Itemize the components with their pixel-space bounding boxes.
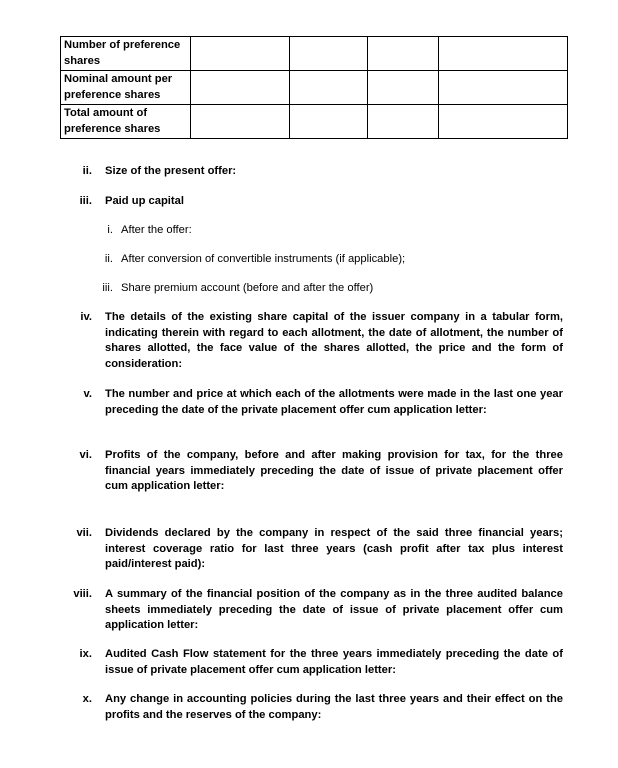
item-text: The number and price at which each of the allotments were made in the last one year preceding the date of the private placement offer cum application letter: bbox=[105, 388, 563, 416]
sub-item-text: Share premium account (before and after the offer) bbox=[121, 282, 374, 294]
table-row-label: Number of preference shares bbox=[61, 37, 191, 71]
item-text: Profits of the company, before and after making provision for tax, for the three financial years immediately preceding the date of issue of private placement offer cum application letter: bbox=[105, 449, 563, 493]
item-number: iii. bbox=[79, 195, 92, 207]
item-text: Audited Cash Flow statement for the three years immediately preceding the date of issue of private placement offer cum application letter: bbox=[105, 648, 563, 676]
table-cell bbox=[368, 105, 439, 139]
sub-item-number: i. bbox=[107, 224, 113, 236]
table-cell bbox=[439, 105, 568, 139]
table-cell bbox=[191, 71, 290, 105]
item-text: Dividends declared by the company in respect of the said three financial years; interest coverage ratio for last three years (cash profit after tax plus interest paid/interest paid): bbox=[105, 527, 563, 571]
table-cell bbox=[290, 71, 368, 105]
table-row bbox=[61, 105, 568, 139]
table-cell bbox=[368, 71, 439, 105]
item-text: Any change in accounting policies during the last three years and their effect on the profits and the reserves of the company: bbox=[105, 693, 563, 721]
table-row-label: Total amount of preference shares bbox=[61, 105, 191, 139]
item-text: Paid up capital bbox=[105, 195, 184, 207]
preference-shares-table bbox=[60, 36, 568, 139]
item-number: v. bbox=[83, 388, 92, 400]
sub-item-number: iii. bbox=[102, 282, 113, 294]
item-number: ii. bbox=[82, 165, 92, 177]
item-text: The details of the existing share capital of the issuer company in a tabular form, indicating therein with regard to each allotment, the date of allotment, the number of shares allotted, the face value of the shares allotted, the price and the form of consideration: bbox=[105, 311, 563, 370]
table-cell bbox=[439, 71, 568, 105]
table-cell bbox=[191, 105, 290, 139]
table-row-label: Nominal amount per preference shares bbox=[61, 71, 191, 105]
item-number: viii. bbox=[73, 588, 92, 600]
sub-item-number: ii. bbox=[104, 253, 113, 265]
sub-item-text: After the offer: bbox=[121, 224, 192, 236]
item-number: x. bbox=[82, 693, 92, 705]
item-text: A summary of the financial position of the company as in the three audited balance sheets immediately preceding the date of issue of private placement offer cum application letter: bbox=[105, 588, 563, 632]
table-cell bbox=[290, 37, 368, 71]
item-number: ix. bbox=[79, 648, 92, 660]
table-row bbox=[61, 71, 568, 105]
sub-item-text: After conversion of convertible instruments (if applicable); bbox=[121, 253, 406, 265]
item-number: vii. bbox=[76, 527, 92, 539]
item-text: Size of the present offer: bbox=[105, 165, 237, 177]
item-number: vi. bbox=[79, 449, 92, 461]
table-cell bbox=[290, 105, 368, 139]
table-cell bbox=[439, 37, 568, 71]
table-cell bbox=[368, 37, 439, 71]
table-row bbox=[61, 37, 568, 71]
table-cell bbox=[191, 37, 290, 71]
item-number: iv. bbox=[80, 311, 92, 323]
